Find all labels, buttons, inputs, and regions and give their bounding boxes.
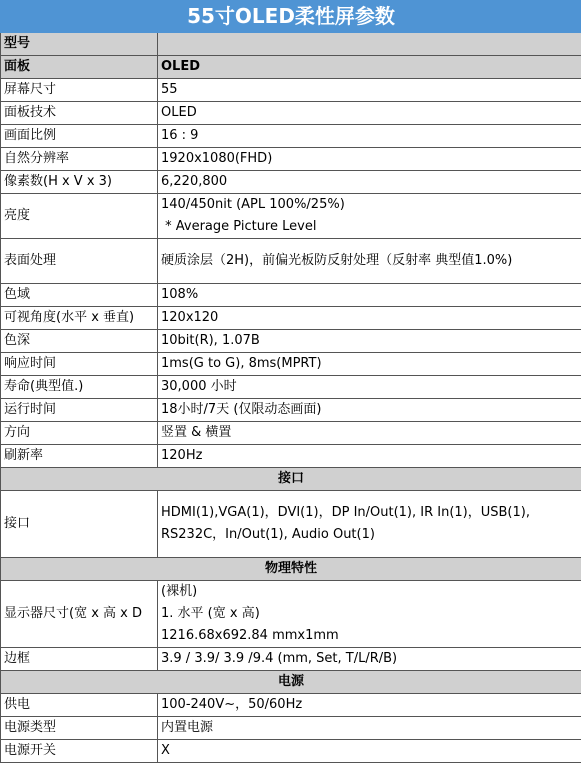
display-size-line: (裸机)	[161, 581, 581, 603]
surface-label: 表面处理	[1, 239, 158, 284]
table-row	[1, 125, 581, 148]
row-label: 自然分辨率	[1, 148, 158, 171]
bezel-label: 边框	[1, 648, 158, 671]
display-size-value	[158, 581, 581, 648]
display-size-line: 1. 水平 (宽 x 高)	[161, 603, 581, 625]
row-label: 面板技术	[1, 102, 158, 125]
interface-label: 接口	[1, 491, 158, 558]
row-value: 120Hz	[158, 445, 581, 468]
table-row	[1, 491, 581, 558]
row-label: 方向	[1, 422, 158, 445]
table-row	[1, 239, 581, 284]
row-label: 色深	[1, 330, 158, 353]
row-value: 6,220,800	[158, 171, 581, 194]
row-value: 1920x1080(FHD)	[158, 148, 581, 171]
brightness-label: 亮度	[1, 194, 158, 239]
table-row	[1, 79, 581, 102]
model-value	[158, 33, 581, 56]
row-value: OLED	[158, 102, 581, 125]
surface-value: 硬质涂层（2H)，前偏光板防反射处理（反射率 典型值1.0%)	[158, 239, 581, 284]
row-value: 100-240V~，50/60Hz	[158, 694, 581, 717]
row-value: 10bit(R), 1.07B	[158, 330, 581, 353]
table-row	[1, 148, 581, 171]
row-value: 120x120	[158, 307, 581, 330]
row-label: 色域	[1, 284, 158, 307]
row-value: 竖置 & 横置	[158, 422, 581, 445]
row-value: 108%	[158, 284, 581, 307]
title-row	[1, 1, 581, 33]
display-size-line: 1216.68x692.84 mmx1mm	[161, 625, 581, 647]
row-value: 16 : 9	[158, 125, 581, 148]
table-row	[1, 102, 581, 125]
table-row	[1, 717, 581, 740]
table-row	[1, 445, 581, 468]
row-label: 供电	[1, 694, 158, 717]
display-size-label: 显示器尺寸(宽 x 高 x D	[1, 581, 158, 648]
table-row	[1, 376, 581, 399]
interface-line: HDMI(1),VGA(1)，DVI(1)，DP In/Out(1), IR In(1)，USB(1),	[161, 502, 581, 524]
row-value: 55	[158, 79, 581, 102]
table-row	[1, 284, 581, 307]
row-label: 像素数(H x V x 3)	[1, 171, 158, 194]
row-label: 电源类型	[1, 717, 158, 740]
row-label: 运行时间	[1, 399, 158, 422]
table-row	[1, 33, 581, 56]
section-title: 接口	[1, 468, 581, 491]
bezel-value: 3.9 / 3.9/ 3.9 /9.4 (mm, Set, T/L/R/B)	[158, 648, 581, 671]
table-row	[1, 399, 581, 422]
table-row	[1, 648, 581, 671]
table-row	[1, 330, 581, 353]
row-label: 可视角度(水平 x 垂直)	[1, 307, 158, 330]
table-row	[1, 194, 581, 239]
table-row	[1, 353, 581, 376]
section-header-power	[1, 671, 581, 694]
row-label: 电源开关	[1, 740, 158, 763]
table-row	[1, 422, 581, 445]
row-label: 寿命(典型值.)	[1, 376, 158, 399]
section-title: 物理特性	[1, 558, 581, 581]
brightness-value	[158, 194, 581, 239]
table-row	[1, 171, 581, 194]
section-header-physical	[1, 558, 581, 581]
table-row	[1, 694, 581, 717]
table-row	[1, 581, 581, 648]
interface-value	[158, 491, 581, 558]
row-label: 响应时间	[1, 353, 158, 376]
model-label: 型号	[1, 33, 158, 56]
interface-line: RS232C，In/Out(1), Audio Out(1)	[161, 524, 581, 546]
panel-value: OLED	[158, 56, 581, 79]
row-value: 1ms(G to G), 8ms(MPRT)	[158, 353, 581, 376]
section-header-interface	[1, 468, 581, 491]
row-value: 18小时/7天 (仅限动态画面)	[158, 399, 581, 422]
row-label: 屏幕尺寸	[1, 79, 158, 102]
row-value: 内置电源	[158, 717, 581, 740]
brightness-line: 140/450nit (APL 100%/25%)	[161, 194, 581, 216]
sheet-title: 55寸OLED柔性屏参数	[1, 1, 581, 33]
row-value: X	[158, 740, 581, 763]
row-label: 刷新率	[1, 445, 158, 468]
row-value: 30,000 小时	[158, 376, 581, 399]
table-row	[1, 740, 581, 763]
brightness-note: * Average Picture Level	[161, 216, 581, 238]
panel-label: 面板	[1, 56, 158, 79]
section-title: 电源	[1, 671, 581, 694]
row-label: 画面比例	[1, 125, 158, 148]
table-row	[1, 307, 581, 330]
table-row	[1, 56, 581, 79]
